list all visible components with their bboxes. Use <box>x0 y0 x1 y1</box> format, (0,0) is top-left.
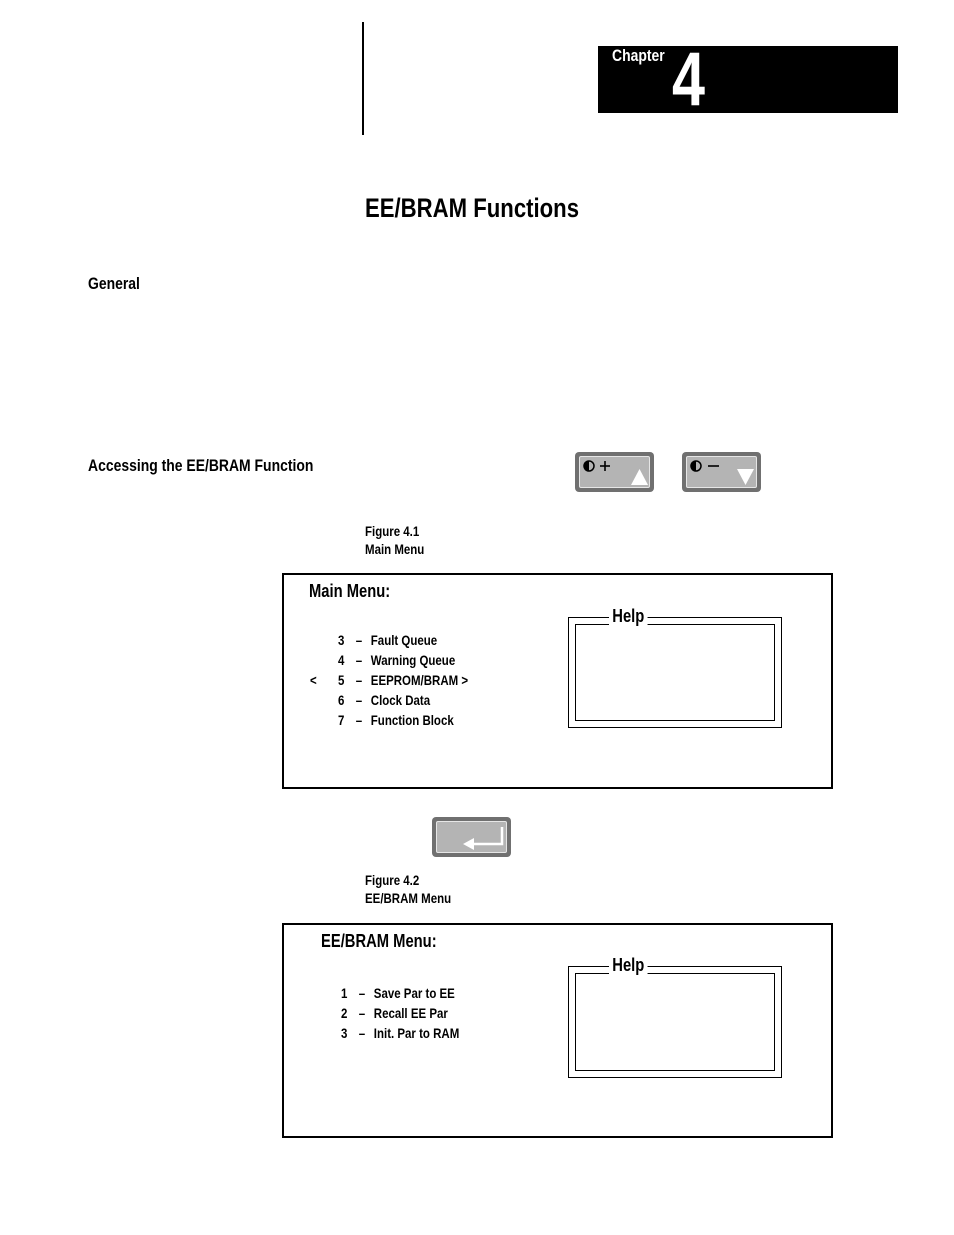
menu-item-fault-queue[interactable]: 3 – Fault Queue <box>338 632 438 648</box>
chapter-number: 4 <box>672 37 705 122</box>
help-panel-inner <box>575 624 775 721</box>
figure-4-2-caption <box>365 871 451 907</box>
figure-title: EE/BRAM Menu <box>365 890 452 906</box>
menu-item-clock-data[interactable]: 6 – Clock Data <box>338 692 431 708</box>
figure-number: Figure 4.1 <box>365 523 420 539</box>
page-title: EE/BRAM Functions <box>365 193 580 223</box>
help-panel <box>568 606 782 728</box>
help-label: Help <box>609 955 648 976</box>
help-panel <box>568 955 782 1078</box>
section-heading-accessing: Accessing the EE/BRAM Function <box>88 456 314 475</box>
menu-list <box>338 630 468 730</box>
selection-marker: < <box>310 672 317 688</box>
figure-number: Figure 4.2 <box>365 872 420 888</box>
main-menu-screen <box>282 573 833 789</box>
screen-title: EE/BRAM Menu: <box>321 931 437 951</box>
contrast-plus-up-arrow-icon <box>575 452 654 492</box>
figure-4-1-caption <box>365 522 424 558</box>
section-heading-general: General <box>88 274 140 293</box>
menu-item-init-par-to-ram[interactable]: 3 – Init. Par to RAM <box>341 1025 460 1041</box>
help-panel-inner <box>575 973 775 1071</box>
chapter-label: Chapter <box>612 46 665 65</box>
menu-item-warning-queue[interactable]: 4 – Warning Queue <box>338 652 456 668</box>
enter-key[interactable] <box>432 817 511 857</box>
menu-item-save-par-to-ee[interactable]: 1 – Save Par to EE <box>341 985 455 1001</box>
increment-up-key[interactable] <box>575 452 654 492</box>
enter-return-arrow-icon <box>432 817 511 857</box>
contrast-minus-down-arrow-icon <box>682 452 761 492</box>
decrement-down-key[interactable] <box>682 452 761 492</box>
menu-item-function-block[interactable]: 7 – Function Block <box>338 712 454 728</box>
menu-item-recall-ee-par[interactable]: 2 – Recall EE Par <box>341 1005 448 1021</box>
ee-bram-menu-screen <box>282 923 833 1138</box>
help-label: Help <box>609 606 648 627</box>
header-divider-line <box>362 22 364 135</box>
menu-item-eeprom-bram[interactable]: 5 – EEPROM/BRAM > <box>338 672 469 688</box>
menu-list <box>341 983 459 1043</box>
screen-title: Main Menu: <box>309 581 391 601</box>
figure-title: Main Menu <box>365 541 425 557</box>
